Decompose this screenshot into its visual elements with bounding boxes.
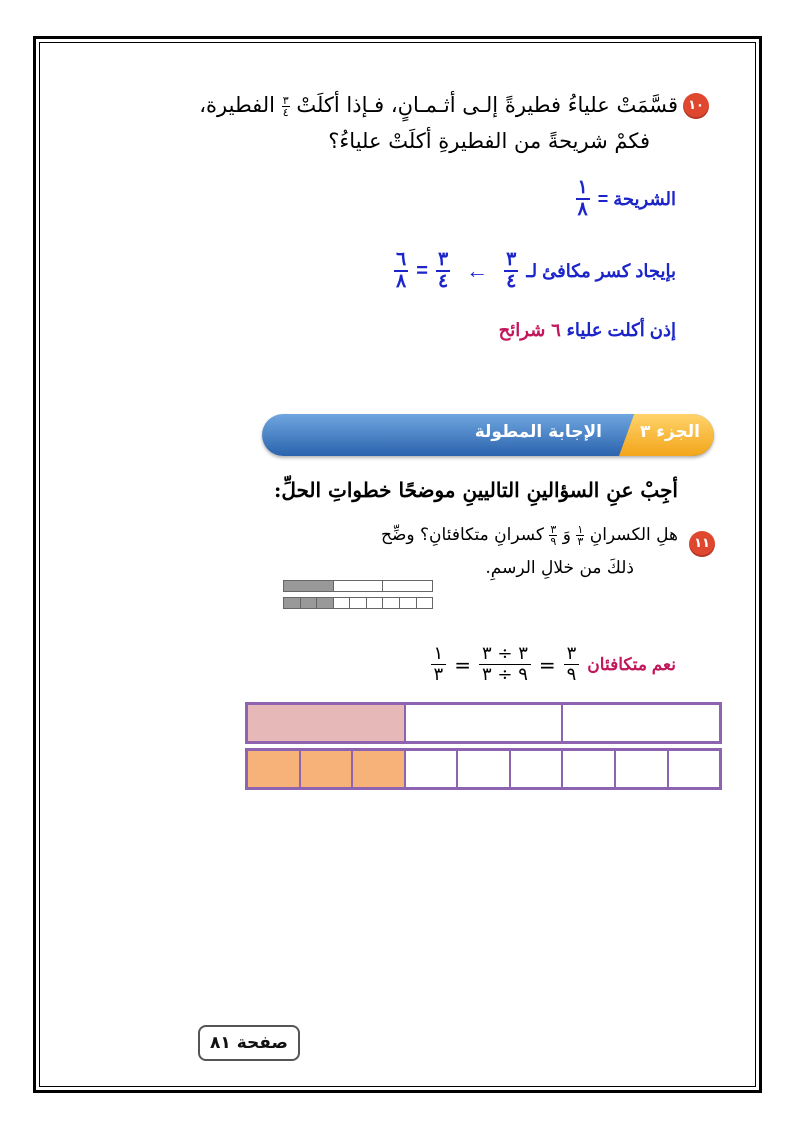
section-banner: [262, 414, 714, 456]
page-number: ٨١: [210, 1033, 231, 1053]
question-11-line1: [381, 524, 678, 547]
eq-fraction-one-third: ١ ٣: [431, 644, 447, 685]
slice-definition: [576, 178, 677, 220]
q10-line1-after: الفطيرة،: [199, 93, 276, 117]
ninths-bar-cell: [299, 751, 352, 787]
textbook-thirds-bar: [283, 580, 433, 592]
question-10-line2: فكمْ شريحةً من الفطيرةِ أكلَتْ علياءُ؟: [328, 129, 650, 153]
textbook-ninths-cell: [416, 598, 433, 608]
textbook-ninths-cell: [366, 598, 383, 608]
thirds-bar-cell: [404, 705, 562, 741]
q10-line1-before: قسَّمَتْ علياءُ فطيرةً إلـى أثـمـانٍ، فـإذا أكلَتْ: [296, 93, 678, 117]
thirds-bar-cell: [248, 705, 404, 741]
ninths-bar-cell: [404, 751, 457, 787]
textbook-thirds-cell: [382, 581, 432, 591]
q11-and: وَ: [562, 525, 571, 545]
q11-fraction-three-ninths: ٣ ٩: [550, 523, 557, 548]
equiv-b-fraction: $\frac{٦}{٨}$: [396, 249, 407, 292]
eq-fraction-three-ninths: ٣ ٩: [564, 644, 580, 685]
textbook-ninths-cell: [349, 598, 366, 608]
textbook-ninths-cell: [300, 598, 317, 608]
equiv-a-fraction: $\frac{٣}{٤}$: [437, 249, 449, 292]
slice-fraction: $\frac{١}{٨}$: [577, 177, 588, 220]
answer-unit: شرائح: [498, 320, 546, 340]
answer-count: ٦: [551, 320, 561, 340]
textbook-ninths-cell: [284, 598, 300, 608]
textbook-ninths-cell: [316, 598, 333, 608]
question-11-number: ١١: [689, 531, 715, 557]
equiv-source-fraction: $\frac{٣}{٤}$: [506, 249, 517, 292]
page-number-box: [198, 1025, 300, 1061]
question-10-line1: [118, 88, 678, 122]
question-10-number: ١٠: [683, 93, 709, 119]
ninths-bar-cell: [667, 751, 720, 787]
ninths-bar-cell: [614, 751, 667, 787]
equals-sign: =: [416, 259, 428, 282]
textbook-fraction-bars: [283, 580, 433, 609]
thirds-fraction-bar: [245, 702, 722, 744]
section-title: الإجابة المطولة: [474, 422, 602, 442]
textbook-ninths-cell: [399, 598, 416, 608]
q11-answer-line: [431, 644, 676, 685]
ninths-fraction-bar: [245, 748, 722, 790]
section-tab-label: الجزء ٣: [639, 422, 700, 442]
eq-fraction-division: ٣ ÷ ٣ ٩ ÷ ٣: [479, 644, 531, 685]
textbook-ninths-cell: [382, 598, 399, 608]
thirds-bar-cell: [561, 705, 719, 741]
ninths-bar-cell: [509, 751, 562, 787]
q11-text-b: كسرانِ متكافئانِ؟ وضِّح: [380, 525, 545, 545]
answer-prefix: إذن أكلت علياء: [566, 320, 676, 340]
q11-fraction-one-third: ١ ٣: [577, 523, 584, 548]
equiv-label: بإيجاد كسر مكافئ لـ: [526, 260, 676, 281]
q10-answer: [499, 320, 676, 341]
arrow: ←: [466, 258, 489, 283]
ninths-bar-cell: [456, 751, 509, 787]
ninths-bar-cell: [561, 751, 614, 787]
ninths-bar-cell: [248, 751, 299, 787]
question-11-line2: ذلكَ من خلالِ الرسمِ.: [485, 558, 634, 578]
instructions: أجِبْ عنِ السؤالينِ التاليينِ موضحًا خطواتِ الحلِّ:: [273, 478, 678, 502]
eq-sign-1: =: [538, 652, 556, 677]
eq-sign-2: =: [454, 652, 471, 677]
textbook-thirds-cell: [333, 581, 383, 591]
page-label: صفحة: [236, 1033, 288, 1053]
ninths-bar-cell: [351, 751, 404, 787]
textbook-thirds-cell: [284, 581, 333, 591]
textbook-ninths-bar: [283, 597, 433, 609]
slice-label: الشريحة =: [597, 188, 676, 209]
q11-answer-label: نعم متكافئان: [587, 654, 676, 674]
q10-inline-fraction: ٣ ٤: [282, 94, 289, 119]
equivalent-fraction-line: [394, 250, 676, 292]
q11-text-a: هلِ الكسرانِ: [589, 525, 678, 545]
textbook-ninths-cell: [333, 598, 350, 608]
